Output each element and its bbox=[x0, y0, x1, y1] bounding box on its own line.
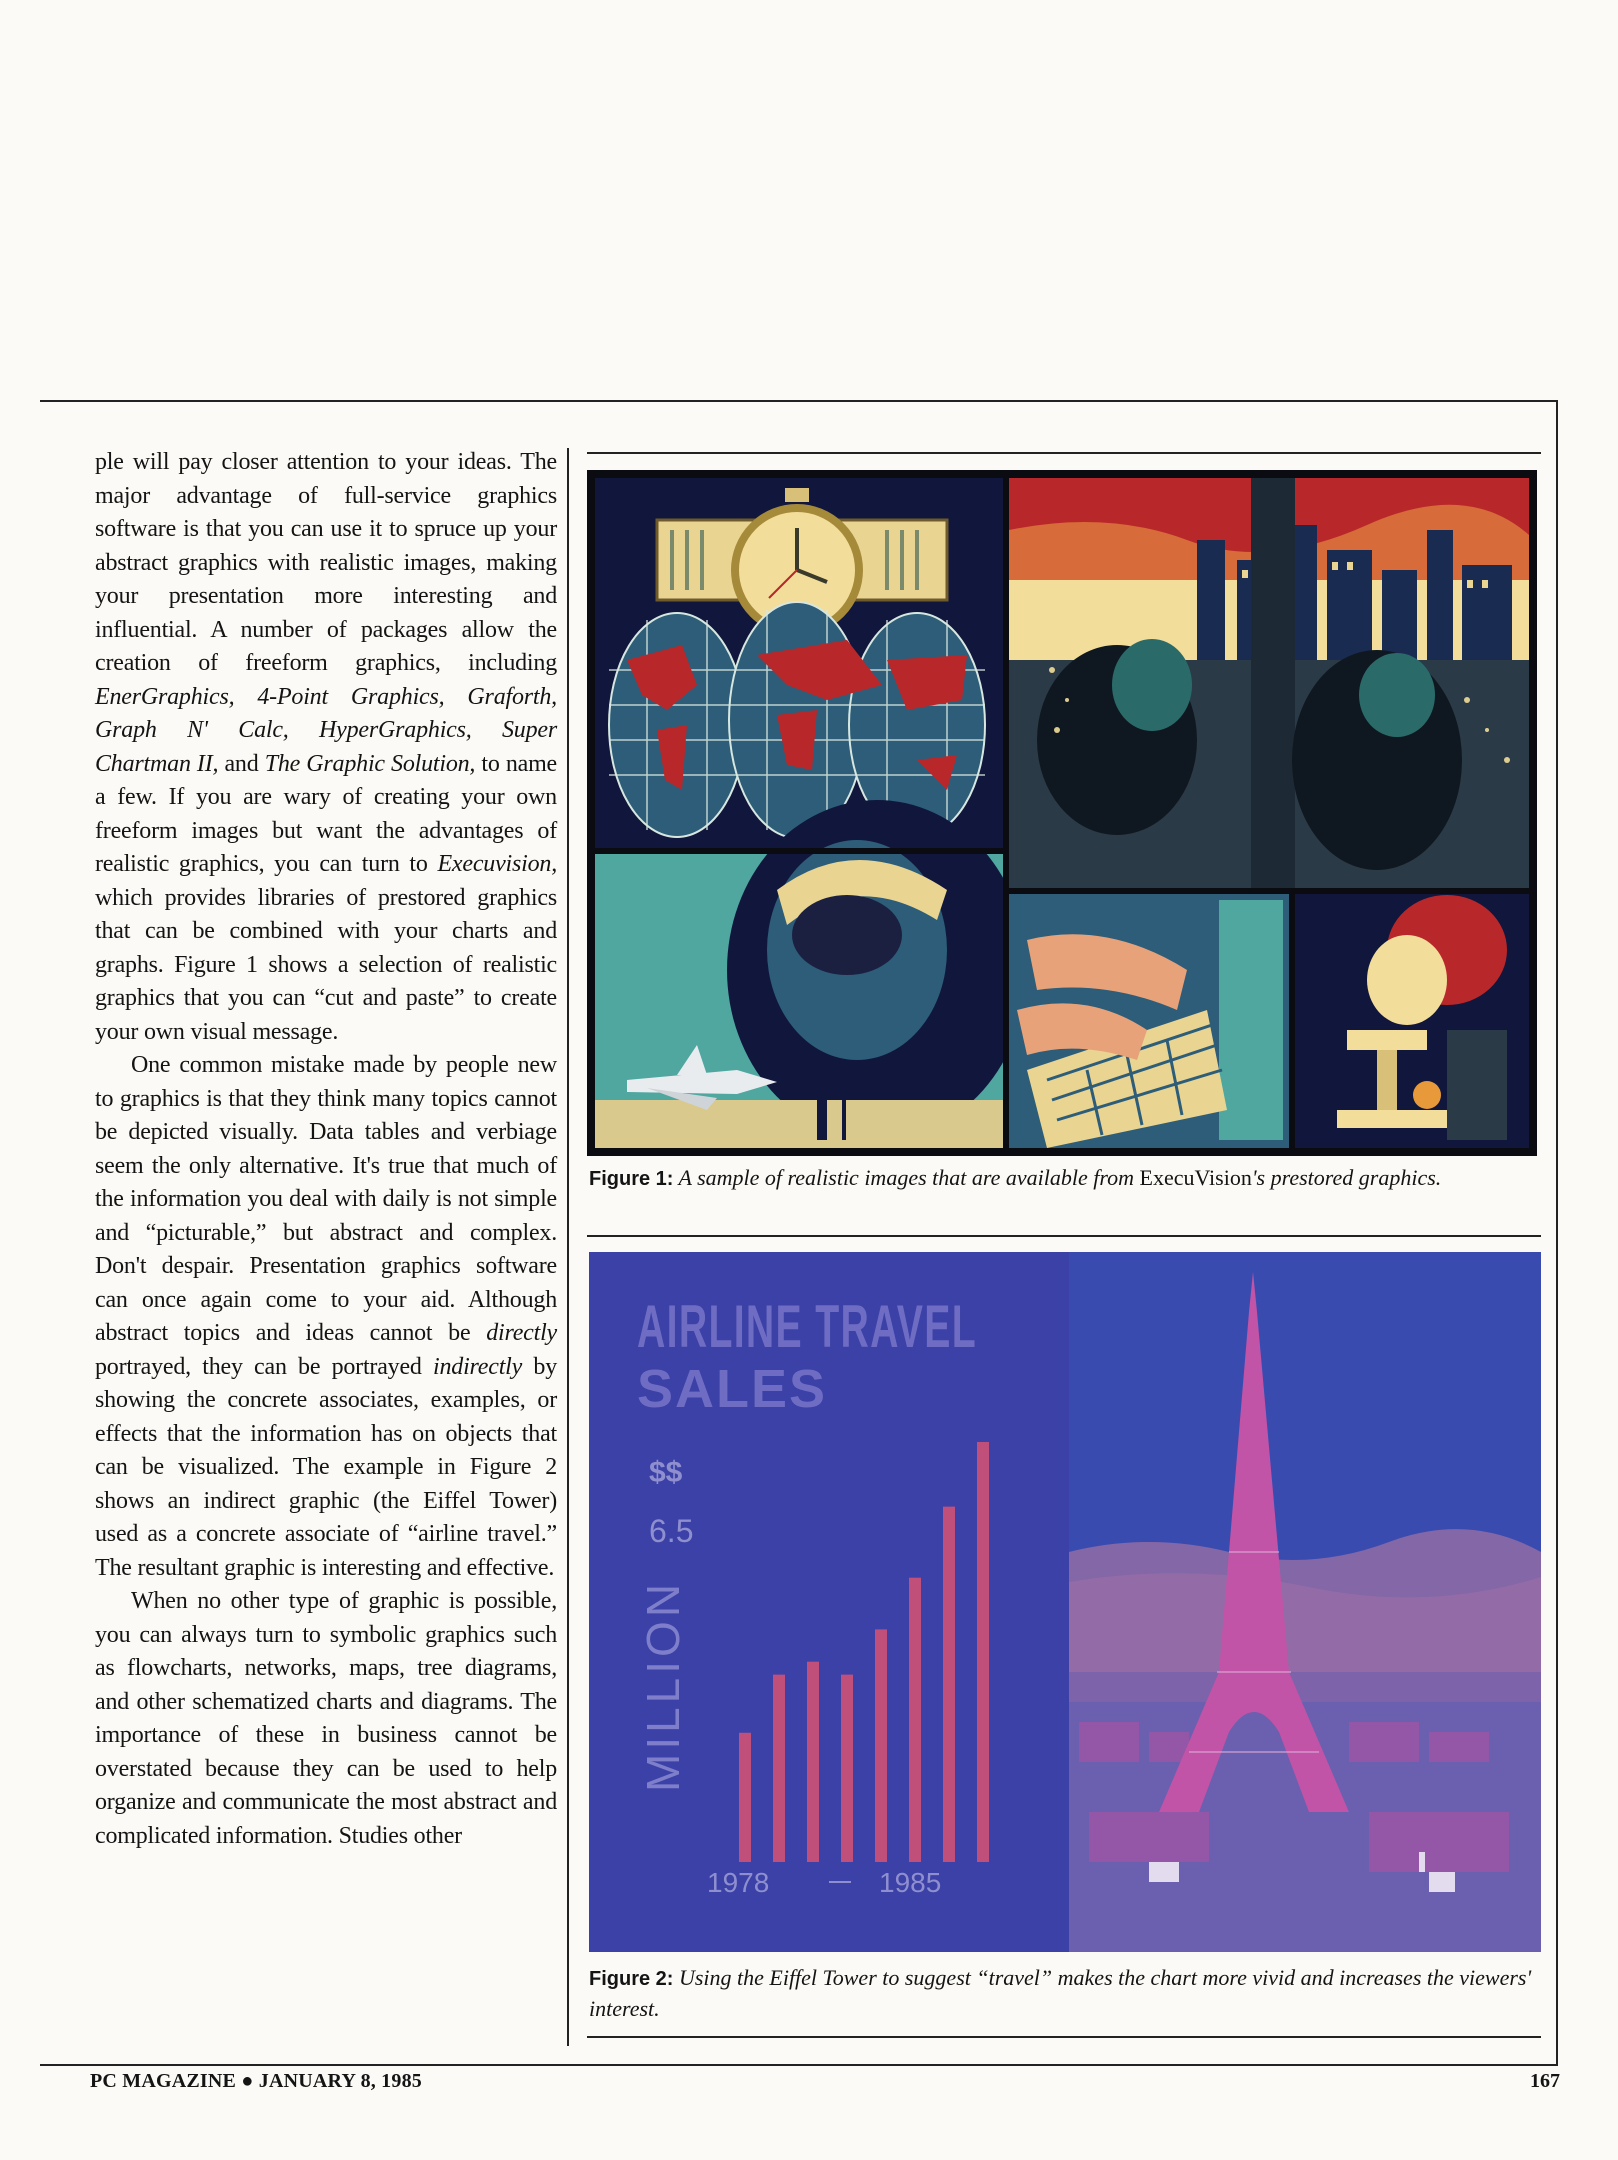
paragraph-2-text-b: portrayed, they can be portrayed bbox=[95, 1353, 434, 1380]
figure-2-label: Figure 2: bbox=[589, 1968, 674, 1990]
figure-1-image bbox=[587, 470, 1537, 1156]
figure-2-chart bbox=[589, 1252, 1541, 1952]
paragraph-3: When no other type of graphic is possible, you can always turn to symbolic graphics such as flowcharts, networks, maps, tree diagrams, and other schematized charts and diagrams. The importance of these in business cannot be overstated because they can be used to help organize and communicate the most abstract and complicated information. Studies other bbox=[95, 1588, 557, 1849]
chart-bar-1985 bbox=[977, 1442, 989, 1862]
keyboard-panel bbox=[1009, 894, 1289, 1148]
city-silhouette-panel bbox=[1009, 478, 1529, 888]
product-title: Graph N' Calc, bbox=[95, 717, 289, 743]
chart-bar-1983 bbox=[909, 1578, 921, 1862]
chart-bar-1982 bbox=[875, 1629, 887, 1862]
paragraph-2 bbox=[95, 1049, 557, 1585]
paragraph-1 bbox=[95, 446, 557, 1049]
figure-1-top-rule bbox=[587, 452, 1541, 454]
product-title: EnerGraphics, bbox=[95, 683, 235, 710]
product-title: Graforth, bbox=[467, 683, 557, 710]
footer-publication: PC MAGAZINE ● JANUARY 8, 1985 bbox=[90, 2070, 422, 2092]
article-body bbox=[95, 446, 557, 1853]
product-title: The Graphic Solution, bbox=[264, 750, 476, 777]
watch-panel bbox=[595, 478, 1003, 848]
chart-title-line-1: AIRLINE TRAVEL bbox=[637, 1293, 977, 1360]
chart-bar-1981 bbox=[841, 1675, 853, 1862]
figure-2-caption bbox=[589, 1963, 1541, 2024]
figure-1-caption-text: A sample of realistic images that are available from bbox=[673, 1165, 1140, 1190]
chart-title-line-2: SALES bbox=[637, 1359, 828, 1419]
product-title: HyperGraphics, bbox=[319, 717, 472, 743]
y-axis-label: MILLION bbox=[637, 1579, 689, 1792]
emphasis: directly bbox=[486, 1320, 557, 1346]
figure-1-label: Figure 1: bbox=[589, 1168, 674, 1190]
microscope-panel bbox=[1295, 894, 1529, 1148]
max-value-label: 6.5 bbox=[649, 1513, 694, 1549]
paragraph-1-text-b: to name a few. If you are wary of creating your own freeform images but want the advantages of realistic graphics, you can turn to bbox=[95, 750, 558, 877]
product-title: Super Chartman II, bbox=[95, 717, 557, 777]
paragraph-2-text-a: One common mistake made by people new to graphics is that they think many topics cannot be depicted visually. Data tables and verbiage seem the only alternative. It's true that much of the information you deal with daily is not simple and “picturable,” but abstract and complex. Don't despair. Presentation graphics software can once again come to your aid. Although abstract topics and ideas cannot be bbox=[95, 1052, 557, 1346]
chart-bar-1984 bbox=[943, 1507, 955, 1862]
figure-2-caption-text: Using the Eiffel Tower to suggest “travel” makes the chart more vivid and increases the viewers' interest. bbox=[589, 1965, 1532, 2021]
figure-1-collage bbox=[587, 470, 1537, 1156]
footer-rule bbox=[40, 2064, 1558, 2066]
column-divider bbox=[567, 448, 569, 2046]
chart-bar-1978 bbox=[739, 1733, 751, 1862]
figure-1-caption-text-end: 's prestored graphics. bbox=[1251, 1165, 1442, 1190]
paragraph-1-text-c: which provides libraries of prestored graphics that can be combined with your charts and graphs. Figure 1 shows a selection of realistic graphics that you can “cut and paste” to create your own visual message. bbox=[95, 884, 557, 1045]
figure-separator-rule bbox=[587, 1235, 1541, 1237]
paragraph-1-text-a: ple will pay closer attention to your ideas. The major advantage of full-service graphics software is that you can use it to spruce up your abstract graphics with realistic images, making your presentation more interesting and influential. A number of packages allow the creation of freeform graphics, including bbox=[95, 449, 557, 676]
x-end-label: 1985 bbox=[879, 1867, 942, 1898]
product-title: 4-Point Graphics, bbox=[257, 683, 445, 710]
page-number: 167 bbox=[1530, 2070, 1560, 2092]
figure-1-caption bbox=[589, 1163, 1541, 1194]
chart-bar-1980 bbox=[807, 1662, 819, 1862]
paragraph-1-text-and: and bbox=[218, 750, 265, 777]
paragraph-2-text-c: by showing the concrete associates, examples, or effects that the information has on objects that can be visualized. The example in Figure 2 shows an indirect graphic (the Eiffel Tower) used as a concrete associate of “airline travel.” The resultant graphic is interesting and effective. bbox=[95, 1353, 557, 1581]
figure-2-bottom-rule bbox=[587, 2036, 1541, 2038]
emphasis: indirectly bbox=[433, 1353, 523, 1380]
figure-1-brand: ExecuVision bbox=[1139, 1165, 1252, 1190]
x-start-label: 1978 bbox=[707, 1867, 770, 1898]
figure-2-image bbox=[589, 1252, 1541, 1952]
product-title: Execuvision, bbox=[437, 851, 557, 877]
chart-bar-1979 bbox=[773, 1675, 785, 1862]
unit-label: $$ bbox=[649, 1456, 683, 1489]
page-frame-top-rule bbox=[40, 400, 1556, 402]
page-frame-right-rule bbox=[1556, 400, 1558, 2064]
